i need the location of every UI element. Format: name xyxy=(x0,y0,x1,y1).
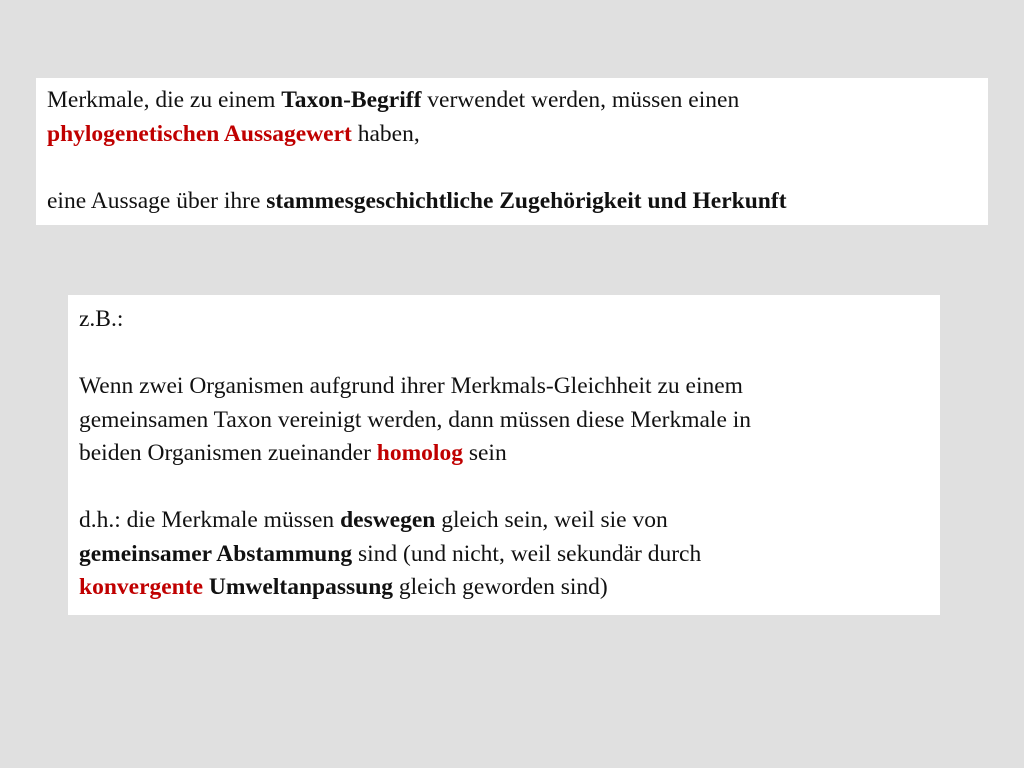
common-descent-term: gemeinsamer Abstammung xyxy=(79,540,353,567)
deswegen-term: deswegen xyxy=(340,507,436,533)
example-para2-line-1: d.h.: die Merkmale müssen deswegen gleich sein, weil sie von xyxy=(79,507,668,533)
example-box xyxy=(68,295,940,615)
phylogenetic-value-term: phylogenetischen Aussagewert xyxy=(47,120,352,147)
phylogenetic-origin-term: stammesgeschichtliche Zugehörigkeit und Herkunft xyxy=(266,187,787,214)
convergent-term: konvergente xyxy=(79,574,204,600)
example-heading: z.B.: xyxy=(79,306,124,332)
definition-line-2: phylogenetischen Aussagewert haben, xyxy=(47,120,420,147)
taxon-begriff-term: Taxon-Begriff xyxy=(281,87,422,113)
homolog-term: homolog xyxy=(376,440,463,466)
example-para2-line-2: gemeinsamer Abstammung sind (und nicht, weil sekundär durch xyxy=(79,540,702,567)
definition-line-1: Merkmale, die zu einem Taxon-Begriff verwendet werden, müssen einen xyxy=(47,87,740,113)
example-para1-line-1: Wenn zwei Organismen aufgrund ihrer Merkmals-Gleichheit zu einem xyxy=(79,373,743,399)
definition-box xyxy=(36,78,988,225)
example-para2-line-3: konvergente Umweltanpassung gleich geworden sind) xyxy=(79,574,608,600)
environmental-adaptation-term: Umweltanpassung xyxy=(208,574,394,600)
example-para1-line-3: beiden Organismen zueinander homolog sein xyxy=(79,440,507,466)
example-para1-line-2: gemeinsamen Taxon vereinigt werden, dann müssen diese Merkmale in xyxy=(79,406,752,433)
definition-line-3: eine Aussage über ihre stammesgeschichtliche Zugehörigkeit und Herkunft xyxy=(47,187,787,214)
